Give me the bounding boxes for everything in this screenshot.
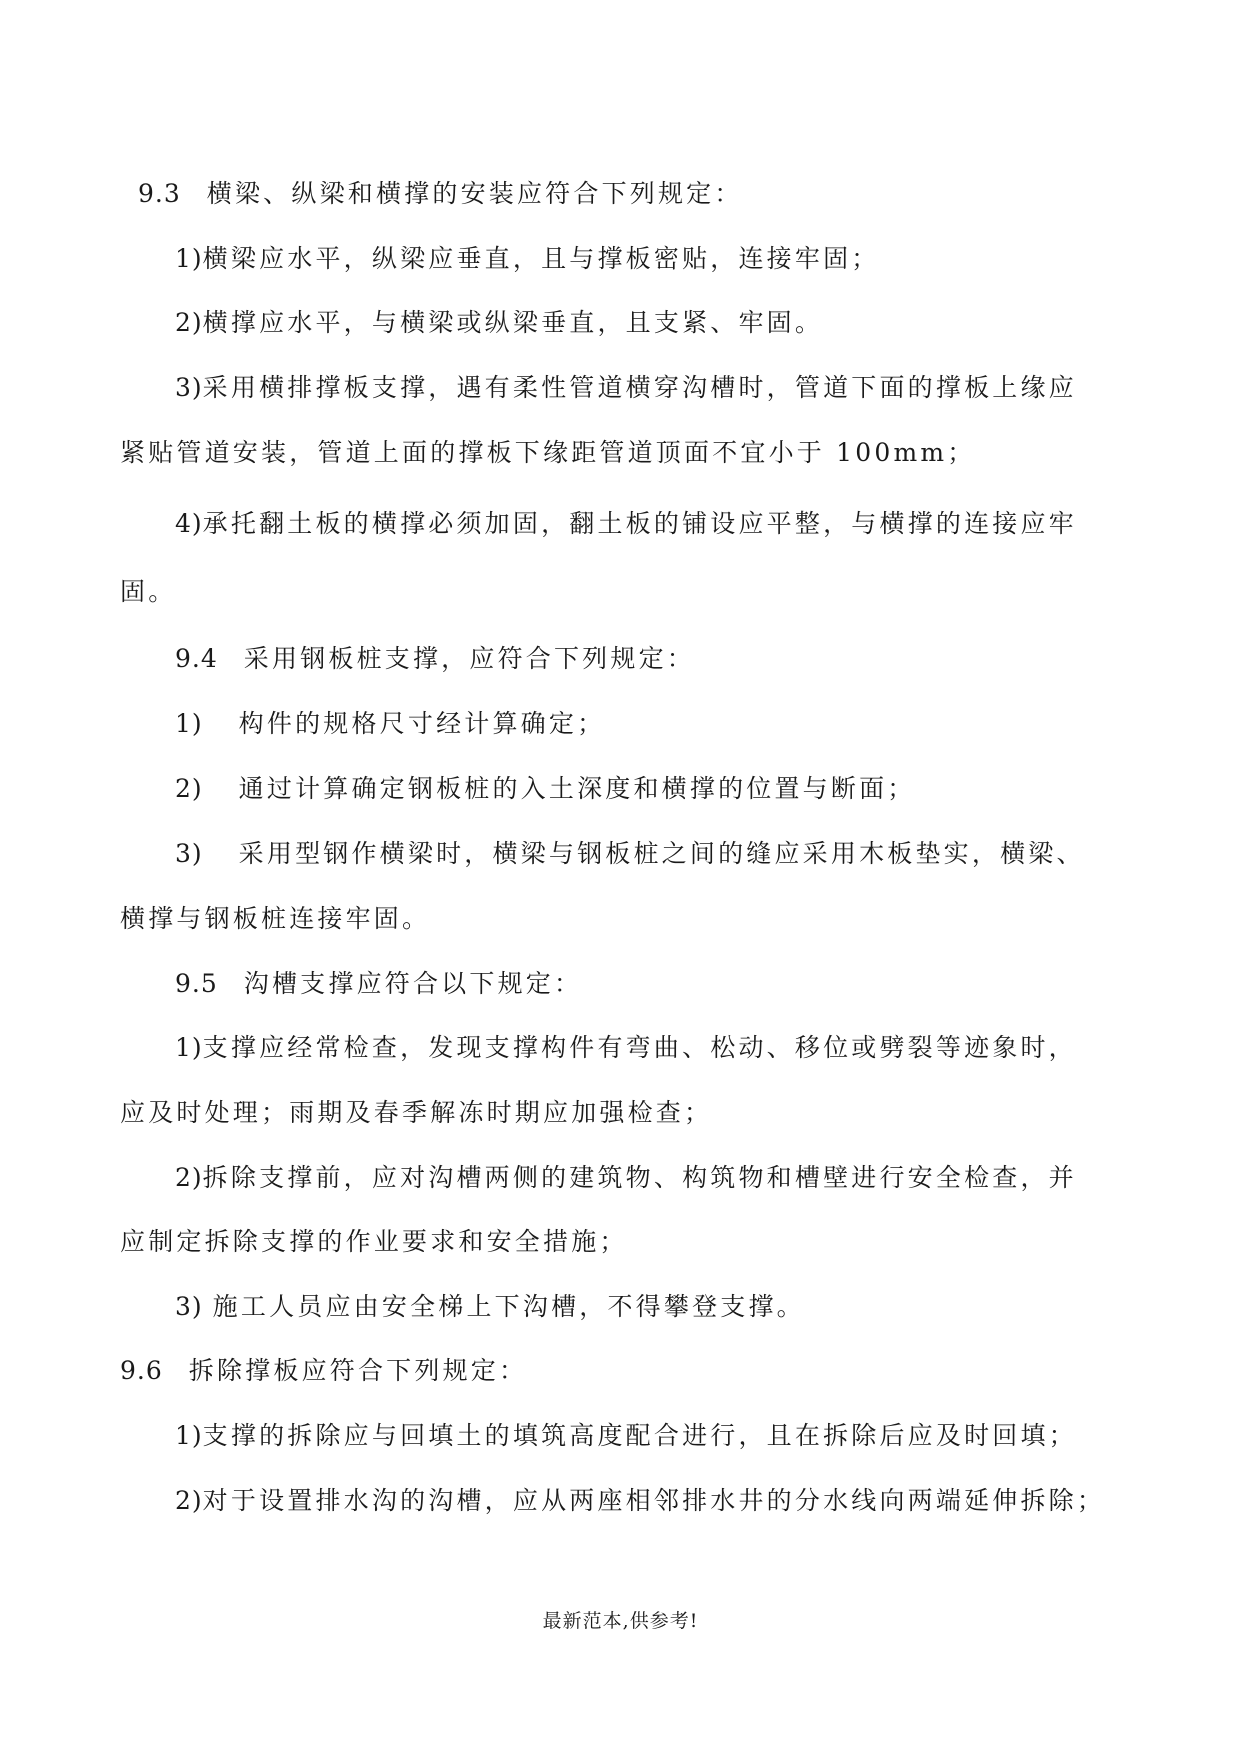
section-number: 9.4: [175, 644, 218, 673]
clause-9-5-2-line-1: [175, 1161, 1077, 1195]
clause-text: 采用横排撑板支撑，遇有柔性管道横穿沟槽时，管道下面的撑板上缘应: [202, 373, 1077, 402]
clause-text: 支撑的拆除应与回填土的填筑高度配合进行，且在拆除后应及时回填；: [202, 1421, 1077, 1450]
clause-9-3-4-line-2: [120, 575, 176, 609]
clause-9-3-2: [175, 306, 823, 340]
clause-text-continued: 固。: [120, 577, 177, 606]
clause-9-6-2: [175, 1484, 1105, 1518]
clause-9-5-3: [175, 1290, 805, 1324]
clause-number: 1): [175, 1033, 203, 1062]
clause-9-3-4-line-1: [175, 507, 1077, 541]
section-heading-text: 沟槽支撑应符合以下规定：: [243, 969, 583, 998]
clause-text: 施工人员应由安全梯上下沟槽，不得攀登支撑。: [212, 1292, 805, 1321]
clause-9-4-2: [175, 772, 915, 806]
section-9-6-heading: [120, 1354, 527, 1388]
clause-9-4-3-line-2: [120, 902, 430, 936]
section-heading-text: 横梁、纵梁和横撑的安装应符合下列规定：: [206, 179, 743, 208]
clause-9-3-3-line-2: [120, 436, 975, 470]
clause-number: 1): [175, 709, 203, 738]
clause-text-continued: 紧贴管道安装，管道上面的撑板下缘距管道顶面不宜小于 100mm；: [120, 438, 976, 467]
clause-text-continued: 应制定拆除支撑的作业要求和安全措施；: [120, 1227, 628, 1256]
clause-text-continued: 横撑与钢板桩连接牢固。: [120, 904, 431, 933]
section-number: 9.5: [175, 969, 218, 998]
clause-9-3-3-line-1: [175, 371, 1077, 405]
clause-number: 3): [175, 373, 203, 402]
clause-number: 2): [175, 1163, 203, 1192]
clause-text: 对于设置排水沟的沟槽，应从两座相邻排水井的分水线向两端延伸拆除；: [202, 1486, 1106, 1515]
page-footer: 最新范本,供参考!: [542, 1610, 699, 1632]
clause-9-4-3-line-1: [175, 837, 1085, 871]
clause-text: 拆除支撑前，应对沟槽两侧的建筑物、构筑物和槽壁进行安全检查，并: [202, 1163, 1077, 1192]
clause-number: 1): [175, 244, 203, 273]
clause-text: 横撑应水平，与横梁或纵梁垂直，且支紧、牢固。: [202, 308, 824, 337]
clause-number: 4): [175, 509, 203, 538]
clause-text: 采用型钢作横梁时，横梁与钢板桩之间的缝应采用木板垫实，横梁、: [238, 839, 1085, 868]
clause-9-3-1: [175, 242, 879, 276]
clause-9-5-1-line-1: [175, 1031, 1077, 1065]
section-heading-text: 采用钢板桩支撑，应符合下列规定：: [243, 644, 695, 673]
clause-number: 2): [175, 774, 203, 803]
clause-number: 3): [175, 1292, 203, 1321]
section-9-4-heading: [175, 642, 695, 676]
clause-text: 承托翻土板的横撑必须加固，翻土板的铺设应平整，与横撑的连接应牢: [202, 509, 1077, 538]
clause-9-5-1-line-2: [120, 1096, 712, 1130]
clause-number: 3): [175, 839, 203, 868]
clause-9-4-1: [175, 707, 605, 741]
clause-text: 横梁应水平，纵梁应垂直，且与撑板密贴，连接牢固；: [202, 244, 880, 273]
clause-text: 支撑应经常检查，发现支撑构件有弯曲、松动、移位或劈裂等迹象时，: [202, 1033, 1077, 1062]
clause-9-5-2-line-2: [120, 1225, 628, 1259]
clause-text: 构件的规格尺寸经计算确定；: [238, 709, 606, 738]
clause-number: 2): [175, 308, 203, 337]
section-number: 9.6: [120, 1356, 163, 1385]
section-heading-text: 拆除撑板应符合下列规定：: [188, 1356, 528, 1385]
clause-9-6-1: [175, 1419, 1077, 1453]
clause-number: 2): [175, 1486, 203, 1515]
section-9-5-heading: [175, 967, 582, 1001]
clause-number: 1): [175, 1421, 203, 1450]
clause-text-continued: 应及时处理；雨期及春季解冻时期应加强检查；: [120, 1098, 713, 1127]
clause-text: 通过计算确定钢板桩的入土深度和横撑的位置与断面；: [238, 774, 916, 803]
section-number: 9.3: [138, 179, 181, 208]
section-9-3-heading: [138, 177, 743, 211]
